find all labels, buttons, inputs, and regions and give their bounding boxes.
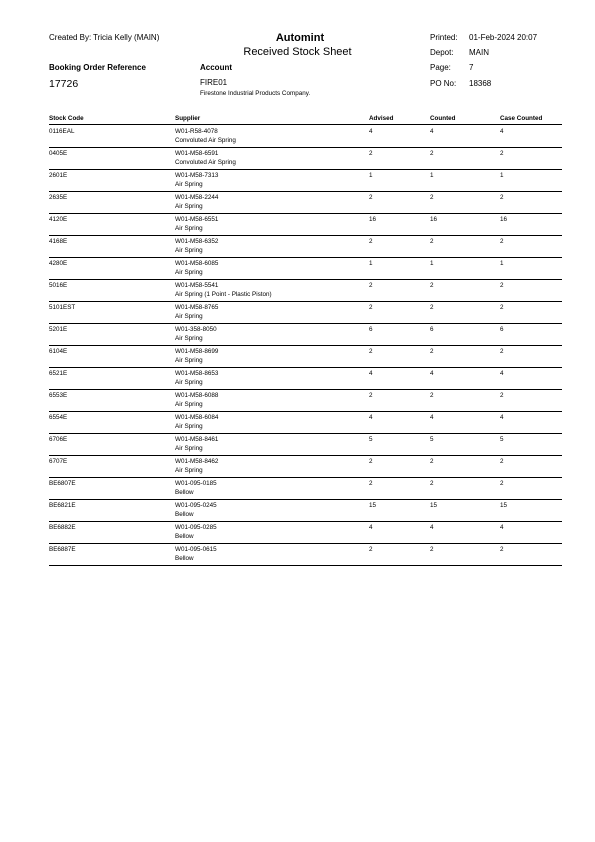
- table-row: [0, 346, 595, 368]
- column-header-advised: Advised: [369, 115, 394, 122]
- column-header-counted: Counted: [430, 115, 456, 122]
- item-description: Air Spring: [175, 357, 203, 364]
- table-row: [0, 324, 595, 346]
- case-counted-qty: 4: [500, 524, 504, 531]
- counted-qty: 2: [430, 282, 434, 289]
- case-counted-qty: 2: [500, 480, 504, 487]
- counted-qty: 2: [430, 238, 434, 245]
- supplier-code: W01-M58-8699: [175, 348, 219, 355]
- supplier-code: W01-M58-6088: [175, 392, 219, 399]
- counted-qty: 2: [430, 458, 434, 465]
- counted-qty: 2: [430, 480, 434, 487]
- table-row: [0, 434, 595, 456]
- advised-qty: 2: [369, 304, 373, 311]
- case-counted-qty: 6: [500, 326, 504, 333]
- item-description: Air Spring: [175, 335, 203, 342]
- advised-qty: 1: [369, 260, 373, 267]
- item-description: Bellow: [175, 533, 194, 540]
- item-description: Air Spring: [175, 247, 203, 254]
- stock-code: 0405E: [49, 150, 68, 157]
- stock-code: 0116EAL: [49, 128, 75, 135]
- counted-qty: 6: [430, 326, 434, 333]
- item-description: Air Spring: [175, 225, 203, 232]
- stock-code: 6706E: [49, 436, 68, 443]
- table-row: [0, 280, 595, 302]
- page-number: 7: [469, 63, 474, 72]
- case-counted-qty: 2: [500, 304, 504, 311]
- account-code: FIRE01: [200, 78, 228, 87]
- case-counted-qty: 2: [500, 238, 504, 245]
- stock-code: BE6821E: [49, 502, 76, 509]
- supplier-code: W01-M58-8462: [175, 458, 219, 465]
- po-label: PO No:: [430, 79, 457, 88]
- case-counted-qty: 16: [500, 216, 508, 223]
- stock-code: 6521E: [49, 370, 68, 377]
- advised-qty: 16: [369, 216, 377, 223]
- advised-qty: 2: [369, 282, 373, 289]
- case-counted-qty: 2: [500, 458, 504, 465]
- header-divider: [49, 124, 562, 125]
- item-description: Air Spring: [175, 269, 203, 276]
- advised-qty: 2: [369, 392, 373, 399]
- stock-code: 6104E: [49, 348, 68, 355]
- supplier-code: W01-095-0285: [175, 524, 217, 531]
- table-row: [0, 236, 595, 258]
- table-row: [0, 390, 595, 412]
- depot-value: MAIN: [469, 48, 489, 57]
- stock-code: 4120E: [49, 216, 68, 223]
- supplier-code: W01-358-8050: [175, 326, 217, 333]
- supplier-code: W01-M58-6551: [175, 216, 219, 223]
- counted-qty: 16: [430, 216, 438, 223]
- counted-qty: 4: [430, 370, 434, 377]
- advised-qty: 2: [369, 150, 373, 157]
- counted-qty: 2: [430, 304, 434, 311]
- case-counted-qty: 2: [500, 392, 504, 399]
- stock-code: 5016E: [49, 282, 68, 289]
- advised-qty: 5: [369, 436, 373, 443]
- table-row: [0, 478, 595, 500]
- supplier-code: W01-095-0615: [175, 546, 217, 553]
- counted-qty: 4: [430, 414, 434, 421]
- counted-qty: 4: [430, 128, 434, 135]
- table-row: [0, 500, 595, 522]
- supplier-code: W01-M58-8461: [175, 436, 219, 443]
- counted-qty: 15: [430, 502, 438, 509]
- item-description: Air Spring: [175, 423, 203, 430]
- case-counted-qty: 15: [500, 502, 508, 509]
- supplier-code: W01-M58-8765: [175, 304, 219, 311]
- created-by-label: Created By:: [49, 33, 92, 42]
- advised-qty: 4: [369, 128, 373, 135]
- supplier-code: W01-R58-4078: [175, 128, 218, 135]
- table-row: [0, 544, 595, 566]
- counted-qty: 2: [430, 392, 434, 399]
- account-name: Firestone Industrial Products Company.: [200, 90, 311, 97]
- case-counted-qty: 2: [500, 194, 504, 201]
- item-description: Convoluted Air Spring: [175, 159, 236, 166]
- case-counted-qty: 4: [500, 128, 504, 135]
- item-description: Air Spring: [175, 401, 203, 408]
- supplier-code: W01-M58-2244: [175, 194, 219, 201]
- counted-qty: 2: [430, 194, 434, 201]
- case-counted-qty: 4: [500, 370, 504, 377]
- item-description: Bellow: [175, 489, 194, 496]
- stock-code: BE6807E: [49, 480, 76, 487]
- table-row: [0, 126, 595, 148]
- printed-value: 01-Feb-2024 20:07: [469, 33, 538, 42]
- counted-qty: 4: [430, 524, 434, 531]
- stock-code: BE6887E: [49, 546, 76, 553]
- supplier-code: W01-M58-5541: [175, 282, 219, 289]
- supplier-code: W01-M58-6591: [175, 150, 219, 157]
- case-counted-qty: 2: [500, 546, 504, 553]
- advised-qty: 6: [369, 326, 373, 333]
- account-label: Account: [200, 63, 232, 72]
- column-header-supplier: Supplier: [175, 115, 201, 122]
- stock-code: 4168E: [49, 238, 68, 245]
- counted-qty: 5: [430, 436, 434, 443]
- item-description: Convoluted Air Spring: [175, 137, 236, 144]
- stock-code: 5101EST: [49, 304, 76, 311]
- table-row: [0, 258, 595, 280]
- table-row: [0, 412, 595, 434]
- item-description: Air Spring (1 Point - Plastic Piston): [175, 291, 272, 298]
- supplier-code: W01-M58-7313: [175, 172, 219, 179]
- supplier-code: W01-M58-6084: [175, 414, 219, 421]
- item-description: Air Spring: [175, 203, 203, 210]
- counted-qty: 2: [430, 348, 434, 355]
- table-row: [0, 302, 595, 324]
- counted-qty: 2: [430, 150, 434, 157]
- created-by-value: Tricia Kelly (MAIN): [93, 33, 160, 42]
- supplier-code: W01-095-0245: [175, 502, 217, 509]
- case-counted-qty: 1: [500, 260, 504, 267]
- item-description: Bellow: [175, 511, 194, 518]
- stock-code: 4280E: [49, 260, 68, 267]
- stock-code: 2601E: [49, 172, 68, 179]
- table-row: [0, 192, 595, 214]
- case-counted-qty: 2: [500, 282, 504, 289]
- report-title: Received Stock Sheet: [243, 46, 352, 58]
- stock-code: BE6882E: [49, 524, 76, 531]
- table-row: [0, 368, 595, 390]
- page-label: Page:: [430, 63, 451, 72]
- column-header-case-counted: Case Counted: [500, 115, 543, 122]
- item-description: Air Spring: [175, 445, 203, 452]
- po-number: 18368: [469, 79, 492, 88]
- counted-qty: 1: [430, 260, 434, 267]
- item-description: Bellow: [175, 555, 194, 562]
- stock-code: 5201E: [49, 326, 68, 333]
- supplier-code: W01-M58-6352: [175, 238, 219, 245]
- advised-qty: 2: [369, 238, 373, 245]
- advised-qty: 4: [369, 414, 373, 421]
- stock-code: 6553E: [49, 392, 68, 399]
- case-counted-qty: 2: [500, 348, 504, 355]
- supplier-code: W01-095-0185: [175, 480, 217, 487]
- table-row: [0, 148, 595, 170]
- advised-qty: 4: [369, 370, 373, 377]
- case-counted-qty: 4: [500, 414, 504, 421]
- supplier-code: W01-M58-8653: [175, 370, 219, 377]
- stock-code: 6707E: [49, 458, 68, 465]
- company-name: Automint: [275, 32, 325, 44]
- row-divider: [49, 565, 562, 566]
- item-description: Air Spring: [175, 379, 203, 386]
- depot-label: Depot:: [430, 48, 454, 57]
- table-row: [0, 170, 595, 192]
- booking-reference: 17726: [49, 78, 79, 90]
- advised-qty: 15: [369, 502, 377, 509]
- case-counted-qty: 5: [500, 436, 504, 443]
- printed-label: Printed:: [430, 33, 458, 42]
- advised-qty: 2: [369, 194, 373, 201]
- advised-qty: 2: [369, 480, 373, 487]
- item-description: Air Spring: [175, 181, 203, 188]
- advised-qty: 2: [369, 348, 373, 355]
- column-header-stock-code: Stock Code: [49, 115, 84, 122]
- item-description: Air Spring: [175, 467, 203, 474]
- table-row: [0, 522, 595, 544]
- case-counted-qty: 2: [500, 150, 504, 157]
- table-row: [0, 456, 595, 478]
- booking-label: Booking Order Reference: [49, 63, 146, 72]
- advised-qty: 1: [369, 172, 373, 179]
- advised-qty: 2: [369, 458, 373, 465]
- supplier-code: W01-M58-6085: [175, 260, 219, 267]
- case-counted-qty: 1: [500, 172, 504, 179]
- counted-qty: 1: [430, 172, 434, 179]
- item-description: Air Spring: [175, 313, 203, 320]
- stock-code: 6554E: [49, 414, 68, 421]
- advised-qty: 2: [369, 546, 373, 553]
- table-row: [0, 214, 595, 236]
- advised-qty: 4: [369, 524, 373, 531]
- stock-code: 2635E: [49, 194, 68, 201]
- counted-qty: 2: [430, 546, 434, 553]
